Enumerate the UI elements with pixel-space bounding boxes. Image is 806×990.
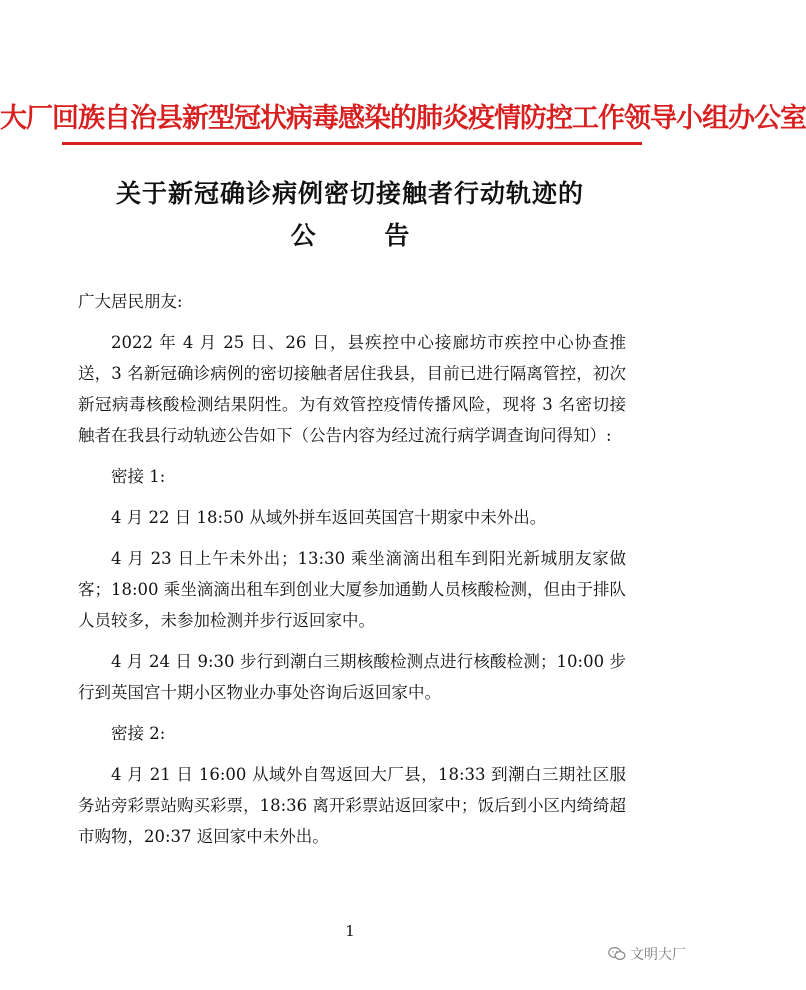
contact-1-label: 密接 1: (111, 467, 166, 486)
wechat-watermark (608, 944, 686, 964)
watermark-text: 文明大厂 (630, 947, 686, 963)
header-red-rule (62, 142, 642, 145)
contact-1-paragraph-3: 4 月 24 日 9:30 步行到潮白三期核酸检测点进行核酸检测；10:00 步行到英国宫十期小区物业办事处咨询后返回家中。 (78, 652, 626, 702)
intro-paragraph: 2022 年 4 月 25 日、26 日，县疾控中心接廊坊市疾控中心协查推送，3 名新冠确诊病例的密切接触者居住我县，目前已进行隔离管控，初次新冠病毒核酸检测结果阴性。为有效管控疫情传播风险，现将 3 名密切接触者在我县行动轨迹公告如下（公告内容为经过流行病学调查询问得知）: (78, 333, 626, 445)
contact-1-paragraph-2: 4 月 23 日上午未外出；13:30 乘坐滴滴出租车到阳光新城朋友家做客；18:00 乘坐滴滴出租车到创业大厦参加通勤人员核酸检测，但由于排队人员较多，未参加检测并步行返回家中。 (78, 549, 626, 630)
org-header-title: 大厂回族自治县新型冠状病毒感染的肺炎疫情防控工作领导小组办公室 (0, 103, 806, 134)
notice-body (78, 286, 626, 862)
wechat-icon (608, 946, 626, 962)
page-number: 1 (345, 922, 355, 940)
contact-1-paragraph-1: 4 月 22 日 18:50 从域外拼车返回英国宫十期家中未外出。 (111, 508, 547, 527)
notice-title-line2: 公 告 (290, 221, 440, 250)
contact-2-label: 密接 2: (111, 724, 166, 743)
contact-2-paragraph-1: 4 月 21 日 16:00 从域外自驾返回大厂县，18:33 到潮白三期社区服务站旁彩票站购买彩票，18:36 离开彩票站返回家中；饭后到小区内绮绮超市购物，20:37 返回家中未外出。 (78, 765, 626, 846)
notice-title-line1: 关于新冠确诊病例密切接触者行动轨迹的 (115, 179, 584, 208)
salutation: 广大居民朋友: (78, 292, 183, 311)
